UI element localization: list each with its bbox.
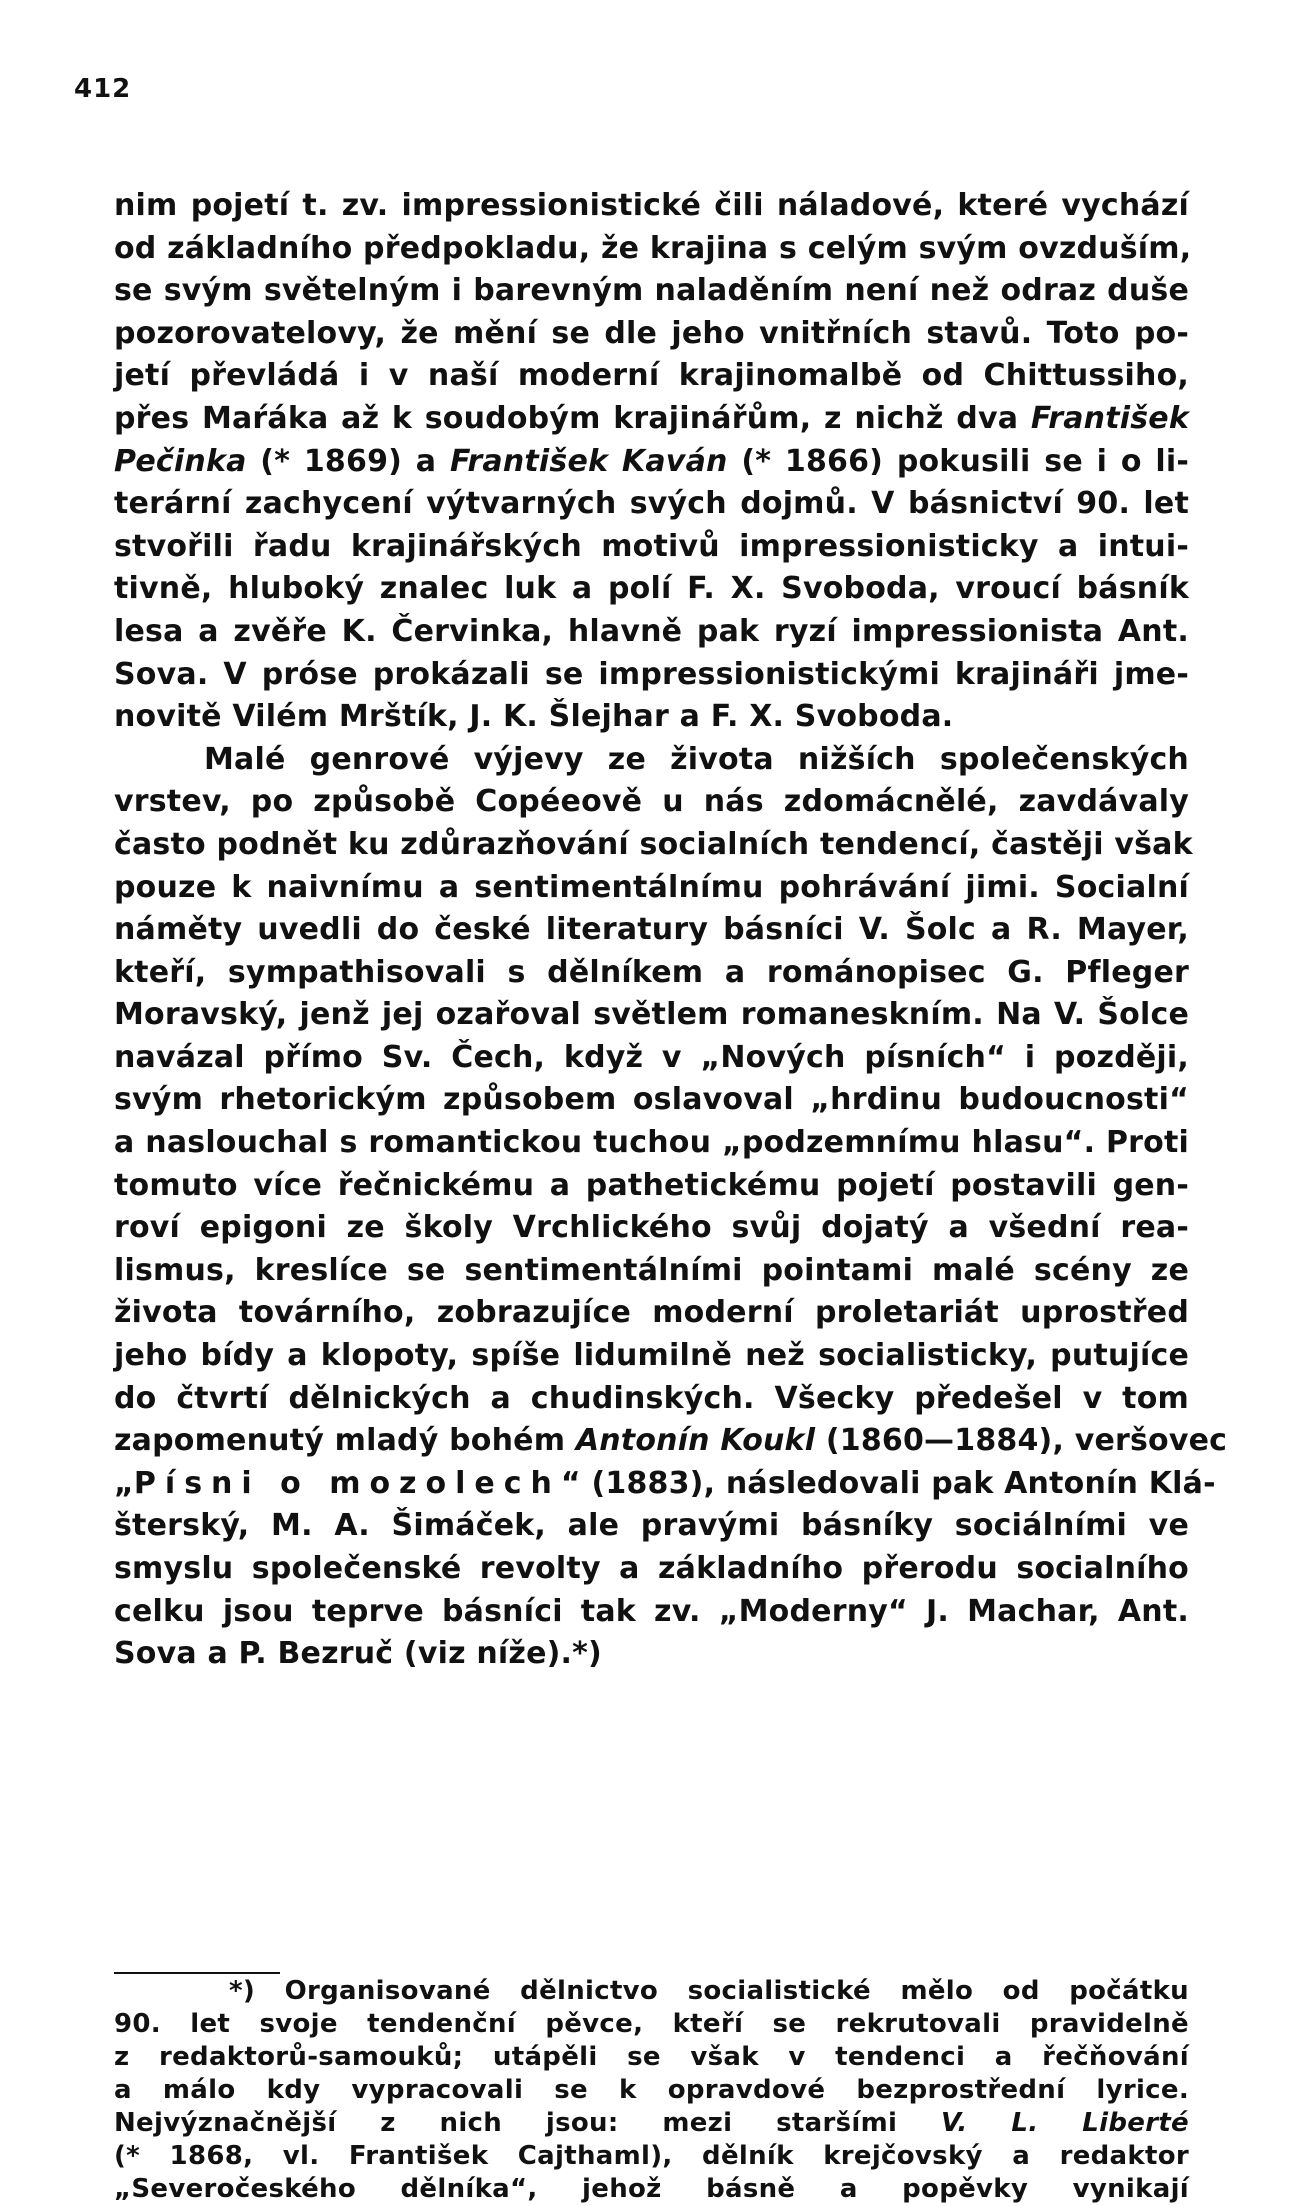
person-name-italic: František	[1030, 400, 1189, 436]
person-name-italic: František Kaván	[450, 443, 728, 479]
text-line: celku jsou teprve básníci tak zv. „Moderny“ J. Machar, Ant.	[114, 1593, 1189, 1629]
text-line: lismus, kreslíce se sentimentálními pointami malé scény ze	[114, 1252, 1189, 1288]
footnote-line: (* 1868, vl. František Cajthaml), dělník krejčovský a redaktor	[114, 2141, 1189, 2171]
person-name-italic: Pečinka	[114, 443, 247, 479]
text-line: kteří, sympathisovali s dělníkem a románopisec G. Pfleger	[114, 954, 1189, 990]
text-run: (* 1869) a	[246, 443, 450, 479]
text-line	[114, 398, 1189, 441]
page-number: 412	[74, 74, 132, 104]
text-line: života továrního, zobrazujíce moderní proletariát uprostřed	[114, 1295, 1189, 1331]
text-line: stvořili řadu krajinářských motivů impressionisticky a intui-	[114, 528, 1189, 564]
text-line: nim pojetí t. zv. impressionistické čili náladové, které vychází	[114, 188, 1189, 223]
paragraph-start-line: Malé genrové výjevy ze života nižších společenských	[204, 741, 1189, 777]
person-name-italic: V. L. Liberté	[941, 2108, 1189, 2138]
text-run: (1860—1884), veršovec	[815, 1423, 1228, 1459]
text-line: se svým světelným i barevným naladěním není než odraz duše	[114, 273, 1189, 309]
footnote-line: 90. let svoje tendenční pěvce, kteří se rekrutovali pravidelně	[114, 2009, 1189, 2039]
footnote-line: z redaktorů-samouků; utápěli se však v tendenci a řečňování	[114, 2042, 1189, 2072]
text-line: lesa a zvěře K. Červinka, hlavně pak ryzí impressionista Ant.	[114, 613, 1189, 649]
spaced-title: Písni o mozolech	[133, 1465, 561, 1501]
text-line: a naslouchal s romantickou tuchou „podzemnímu hlasu“. Proti	[114, 1125, 1189, 1161]
body-text	[114, 185, 1228, 1676]
text-line: jeho bídy a klopoty, spíše lidumilně než socialisticky, putujíce	[114, 1338, 1189, 1374]
text-line: terární zachycení výtvarných svých dojmů. V básnictví 90. let	[114, 486, 1189, 522]
text-line	[114, 1420, 1228, 1463]
footnote	[114, 1975, 1189, 2206]
text-line: Moravský, jenž jej ozařoval světlem romaneskním. Na V. Šolce	[114, 997, 1189, 1033]
text-run: “ (1883), následovali pak Antonín Klá-	[560, 1465, 1216, 1501]
footnote-separator	[114, 1972, 280, 1974]
text-line: pouze k naivnímu a sentimentálnímu pohrávání jimi. Socialní	[114, 869, 1189, 905]
text-line: tomuto více řečnickému a pathetickému pojetí postavili gen-	[114, 1167, 1189, 1203]
text-run: „	[114, 1465, 134, 1501]
text-line	[114, 1463, 1216, 1506]
text-line: od základního předpokladu, že krajina s celým svým ovzduším,	[114, 230, 1192, 266]
footnote-line	[114, 2107, 1189, 2140]
text-line: smyslu společenské revolty a základního přerodu socialního	[114, 1551, 1189, 1586]
text-run: přes Maŕáka až k soudobým krajinářům, z nichž dva	[114, 400, 1031, 436]
person-name-italic: Antonín Koukl	[575, 1423, 816, 1459]
footnote-line: a málo kdy vypracovali se k opravdové bezprostřední lyrice.	[114, 2075, 1189, 2105]
text-line: tivně, hluboký znalec luk a polí F. X. Svoboda, vroucí básník	[114, 571, 1189, 607]
text-line: šterský, M. A. Šimáček, ale pravými básníky sociálními ve	[114, 1508, 1189, 1544]
text-line: vrstev, po způsobě Copéeově u nás zdomácnělé, zavdávaly	[114, 784, 1189, 820]
text-line: svým rhetorickým způsobem oslavoval „hrdinu budoucnosti“	[114, 1082, 1189, 1118]
text-line: roví epigoni ze školy Vrchlického svůj dojatý a všední rea-	[114, 1210, 1189, 1246]
text-line: náměty uvedli do české literatury básníci V. Šolc a R. Mayer,	[114, 912, 1189, 948]
text-line: navázal přímo Sv. Čech, když v „Nových písních“ i později,	[114, 1039, 1189, 1075]
text-line	[114, 441, 1189, 484]
text-line: pozorovatelovy, že mění se dle jeho vnitřních stavů. Toto po-	[114, 315, 1189, 351]
text-line: často podnět ku zdůrazňování socialních tendencí, častěji však	[114, 826, 1193, 862]
text-run: zapomenutý mladý bohém	[114, 1423, 576, 1459]
text-run: (* 1866) pokusili se i o li-	[727, 443, 1190, 479]
text-line: Sova. V próse prokázali se impressionistickými krajináři jme-	[114, 656, 1189, 692]
text-run: Nejvýznačnější z nich jsou: mezi staršími	[114, 2108, 942, 2138]
text-line: novitě Vilém Mrštík, J. K. Šlejhar a F. X. Svoboda.	[114, 699, 954, 735]
footnote-line: *) Organisované dělnictvo socialistické mělo od počátku	[229, 1976, 1189, 2006]
text-line: Sova a P. Bezruč (viz níže).*)	[114, 1636, 602, 1672]
text-line: do čtvrtí dělnických a chudinských. Všecky předešel v tom	[114, 1380, 1189, 1416]
footnote-line: „Severočeského dělníka“, jehož básně a popěvky vynikají	[114, 2174, 1189, 2204]
text-line: jetí převládá i v naší moderní krajinomalbě od Chittussiho,	[114, 358, 1189, 394]
